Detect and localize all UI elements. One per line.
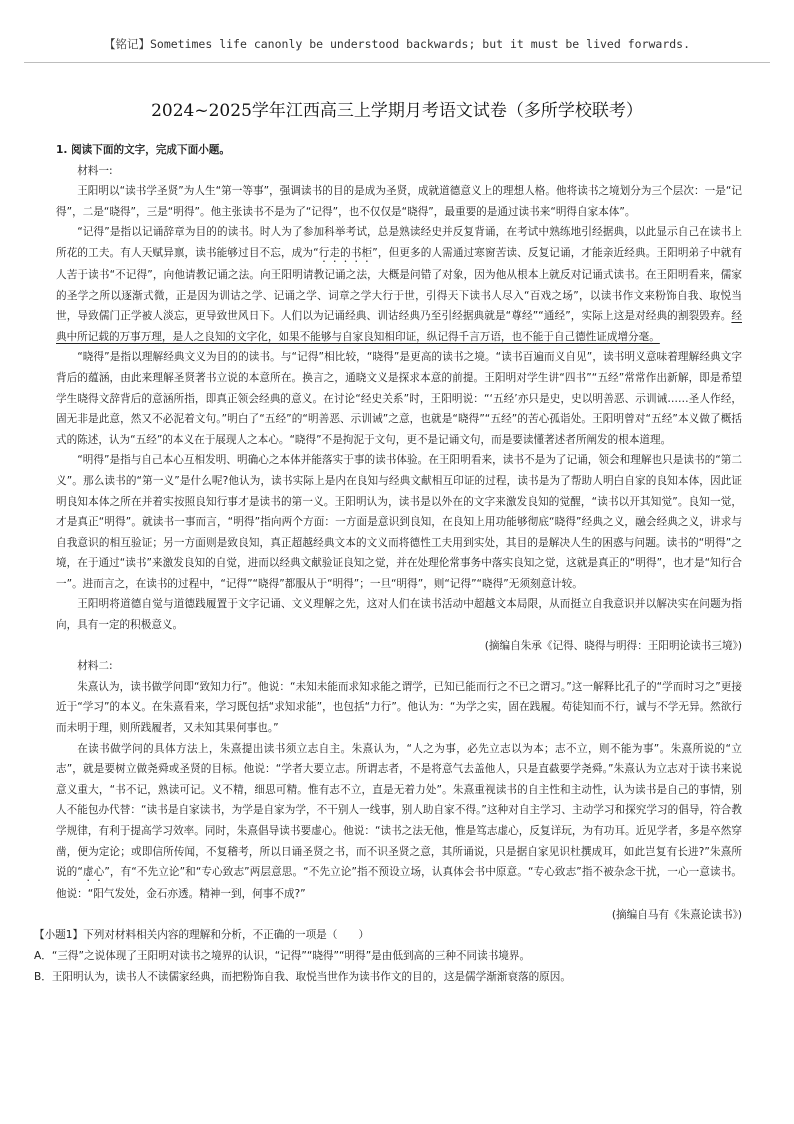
emphasis-dotted-text: 虚心: [82, 866, 105, 879]
sub-question-1: 【小题1】下列对材料相关内容的理解和分析，不正确的一项是（ ）: [34, 929, 370, 942]
paragraph-text: ”，有“不先立论”和“专心致志”两层意思。“不先立论”指不预设立场，认真体会书中原意。“专心致志”指不被杂念干扰，一心一意读书。他说：“阳气发处，金石亦透。精神一到，何事不成?”: [56, 866, 743, 901]
material-one-source: (摘编自朱承《记得、晓得与明得：王阳明论读书三境》): [484, 639, 742, 652]
header-motto: 【铭记】Sometimes life canonly be understood backwards; but it must be lived forwards.: [103, 37, 691, 51]
material-two-paragraph-2: [56, 739, 742, 905]
material-one-paragraph-3: “晓得”是指以理解经典文义为目的的读书。与“记得”相比较，“晓得”是更高的读书之境。“读书百遍而义自见”，读书明义意味着理解经典文字背后的蕴涵，由此来理解圣贤著书立说的本意所在。换言之，通晓文义是探求本意的前提。王阳明对学生讲“四书”“五经”常常作出新解，即是希望学生晓得文辞背后的意涵所指，即真正领会经典的意义。在讨论“经史关系”时，王阳明说：“‘五经’亦只是史，史以明善恶、示训诫……圣人作经，固无非是此意，然又不必泥着文句。”明白了“五经”的“明善恶、示训诫”之意，也就是“晓得”“五经”的苦心孤诣处。王阳明曾对“五经”本义做了概括式的陈述，认为“五经”的本义在于展现人之本心。“晓得”不是拘泥于文句，更不是记诵文句，而是要读懂著述者所阐发的根本道理。: [56, 351, 742, 446]
emphasis-dotted-text: 行走的书柜: [318, 246, 373, 259]
document-title: 2024~2025学年江西高三上学期月考语文试卷（多所学校联考）: [151, 101, 643, 121]
underlined-sentence: 经典中所记载的万事万理，是人之良知的文字化，如果不能够与自家良知相印证，纵记得千言万语，也不能于自己德性证成增分毫。: [56, 310, 742, 343]
paragraph-text: 在读书做学问的具体方法上，朱熹提出读书须立志自主。朱熹认为，“人之为事，必先立志以为本；志不立，则不能为事”。朱熹所说的“立志”，就是要树立做尧舜或圣贤的目标。他说：“学者大要立志。所谓志者，不是将意气去盖他人，只是直截要学尧舜。”朱熹认为立志对于读书来说意义重大，“书不记，熟读可记。义不精，细思可精。惟有志不立，直是无着力处”。朱熹重视读书的自主性和主动性，认为读书是自己的事情，别人不能包办代替：“读书是自家读书，为学是自家为学，不干别人一线事，别人助自家不得。”这种对自主学习、主动学习和探究学习的倡导，符合教学规律，有利于提高学习效率。同时，朱熹倡导读书要虚心。他说：“读书之法无他，惟是笃志虚心，反复详玩，为有功耳。近见学者，多是卒然穿凿，便为定论；或即信所传闻，不复稽考，所以日诵圣贤之书，而不识圣贤之意，其所诵说，只是据自家见识杜撰成耳，如此岂复有长进?”朱熹所说的“: [56, 742, 742, 879]
material-two-label: 材料二:: [77, 660, 113, 673]
material-one-paragraph-5: 王阳明将道德自觉与道德践履置于文字记诵、文义理解之先，这对人们在读书活动中超越文本局限，从而挺立自我意识并以解决实在问题为指向，具有一定的积极意义。: [56, 598, 742, 632]
option-b[interactable]: B．王阳明认为，读书人不读儒家经典，而把粉饰自我、取悦当世作为读书作文的目的，这是儒学渐渐衰落的原因。: [34, 970, 571, 983]
question-content: [34, 140, 743, 987]
question-heading: 1. 阅读下面的文字，完成下面小题。: [56, 144, 230, 156]
paragraph-text: ”，但更多的人需通过寒窗苦读、反复记诵，才能亲近经典。王阳明弟子中就有人苦于读书“不记得”，向他请教记诵之法。向王阳明请教记诵之法，大概是问错了对象，因为他从根本上就反对记诵式读书。在王阳明看来，儒家的圣学之所以逐渐式微，正是因为训诂之学、记诵之学、词章之学大行于世，引得天下读书人尽入“百戏之场”，以读书作文来粉饰自我、取悦当世，导致儒门正学被人淡忘，更导致世风日下。人们以为记诵经典、训诂经典乃至引经据典就是“尊经”“通经”，实际上这是对经典的割裂毁弃。: [56, 246, 742, 323]
header-divider: [24, 62, 770, 63]
material-one-paragraph-2: [56, 222, 742, 347]
material-two-source: (摘编自马有《朱熹论读书》): [611, 908, 742, 921]
option-a[interactable]: A．“三得”之说体现了王阳明对读书之境界的认识，“记得”“晓得”“明得”是由低到高的三种不同读书境界。: [34, 949, 531, 962]
material-one-paragraph-4: “明得”是指与自己本心互相发明、明确心之本体并能落实于事的读书体验。在王阳明看来，读书不是为了记诵，领会和理解也只是读书的“第二义”。那么读书的“第一义”是什么呢?他认为，读书实际上是内在良知与经典文献相互印证的过程，读书是为了帮助人明白自家的良知本体，因此证明良知本体之所在并着实按照良知行事才是读书的第一义。王阳明认为，读书是以外在的文字来激发良知的觉醒，“读书以开其知觉”。良知一觉，才是真正“明得”。就读书一事而言，“明得”指向两个方面：一方面是意识到良知，在良知上用功能够彻底“晓得”经典之义，融会经典之义，讲求与自我意识的相互验证；另一方面则是致良知，真正超越经典文本的文义而将德性工夫用到实处，其目的是解决人生的困惑与问题。读书的“明得”之境，在于通过“读书”来激发良知的自觉，进而以经典文献验证良知之觉，并在处理伦常事务中落实良知之觉，这就是真正的“明得”，也才是“知行合一”。进而言之，在读书的过程中，“记得”“晓得”都服从于“明得”；一旦“明得”，则“记得”“晓得”无须刻意计较。: [56, 454, 742, 590]
material-one-paragraph-1: 王阳明以“读书学圣贤”为人生“第一等事”，强调读书的目的是成为圣贤，成就道德意义上的理想人格。他将读书之境划分为三个层次：一是“记得”，二是“晓得”，三是“明得”。他主张读书不是为了“记得”，也不仅仅是“晓得”，最重要的是通过读书来“明得自家本体”。: [56, 185, 742, 218]
paragraph-text: “记得”是指以记诵辞章为目的的读书。时人为了参加科举考试，总是熟读经史并反复背诵，在考试中熟练地引经据典，以此显示自己在读书上所花的工夫。有人天赋异禀，读书能够过目不忘，成为“: [56, 226, 742, 259]
material-two-paragraph-1: 朱熹认为，读书做学问即“致知力行”。他说：“未知未能而求知求能之谓学，已知已能而行之不已之谓习。”这一解释比孔子的“学而时习之”更接近于“学习”的本义。在朱熹看来，学习既包括“求知求能”，也包括“力行”。他认为：“为学之实，固在践履。苟徒知而不行，诚与不学无异。然欲行而未明于理，则所践履者，又未知其果何事也。”: [56, 680, 742, 735]
material-one-label: 材料一:: [77, 164, 113, 177]
